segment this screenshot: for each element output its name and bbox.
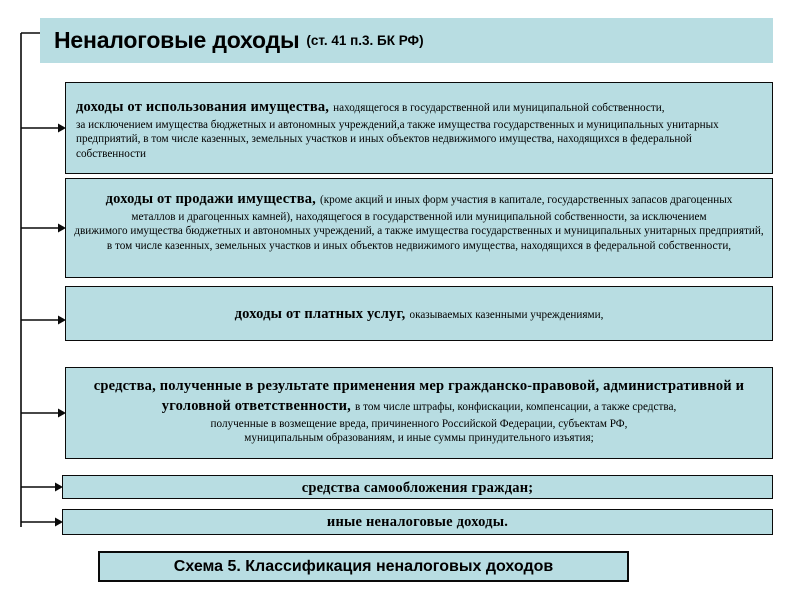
property-line-1 bbox=[76, 97, 764, 118]
sale-line-3: движимого имущества бюджетных и автономных учреждений, а также имущества государственных и муниципальных унитарных предприятий, bbox=[74, 225, 764, 238]
diagram-caption-text: Схема 5. Классификация неналоговых доходов bbox=[173, 557, 554, 575]
liability-line-2 bbox=[74, 396, 764, 417]
category-box-liability-funds bbox=[65, 367, 773, 459]
page-title: Неналоговые доходы bbox=[54, 27, 300, 53]
liability-line-2-rest: в том числе штрафы, конфискации, компенсации, а также средства, bbox=[355, 400, 677, 413]
sale-line-2: металлов и драгоценных камней), находящегося в государственной или муниципальной собственности, за исключением bbox=[131, 210, 707, 223]
sale-lead-text: доходы от продажи имущества, bbox=[105, 191, 316, 207]
sale-line-1-rest: (кроме акций и иных форм участия в капитале, государственных запасов драгоценных bbox=[320, 194, 733, 206]
category-box-property-sale-income bbox=[65, 178, 773, 278]
category-box-other-nontax-income-text bbox=[63, 510, 772, 532]
property-line-1-rest: находящегося в государственной или муниципальной собственности, bbox=[333, 102, 665, 114]
services-line-1 bbox=[74, 304, 764, 325]
category-box-liability-funds-text bbox=[66, 368, 772, 446]
category-box-paid-services-income-text bbox=[66, 287, 772, 325]
category-box-property-income-text bbox=[66, 83, 772, 161]
category-box-property-income bbox=[65, 82, 773, 174]
sale-line-4: в том числе казенных, земельных участков и иных объектов недвижимого имущества, находящихся в федеральной собственности, bbox=[106, 239, 732, 252]
page-title-reference: (ст. 41 п.3. БК РФ) bbox=[306, 33, 424, 48]
liability-line-4: муниципальным образованиям, и иные суммы принудительного изъятия; bbox=[244, 432, 594, 445]
property-line-2: за исключением имущества бюджетных и автономных учреждений,а также имущества государственных и муниципальных унитарных bbox=[76, 118, 719, 131]
services-line-1-rest: оказываемых казенными учреждениями, bbox=[409, 309, 604, 321]
liability-line-1: средства, полученные в результате применения мер гражданско-правовой, административной и bbox=[93, 378, 745, 394]
category-box-self-taxation-funds bbox=[62, 475, 773, 499]
sale-line-1 bbox=[74, 189, 764, 210]
property-lead-text: доходы от использования имущества, bbox=[76, 99, 330, 115]
slide-title-banner bbox=[40, 18, 773, 63]
selftax-lead-text: средства самообложения граждан; bbox=[301, 480, 534, 496]
services-lead-text: доходы от платных услуг, bbox=[234, 306, 406, 322]
liability-lead-continued: уголовной ответственности, bbox=[161, 397, 351, 414]
diagram-caption-box bbox=[98, 551, 629, 582]
category-box-self-taxation-funds-text bbox=[63, 476, 772, 498]
other-lead-text: иные неналоговые доходы. bbox=[326, 514, 509, 530]
category-box-paid-services-income bbox=[65, 286, 773, 341]
category-box-other-nontax-income bbox=[62, 509, 773, 535]
category-box-property-sale-income-text bbox=[66, 179, 772, 253]
liability-line-3: полученные в возмещение вреда, причиненного Российской Федерации, субъектам РФ, bbox=[210, 417, 628, 430]
property-line-3: предприятий, в том числе казенных, земельных участков и иных объектов недвижимого имущества, находящихся в федеральной собственности bbox=[76, 133, 692, 160]
